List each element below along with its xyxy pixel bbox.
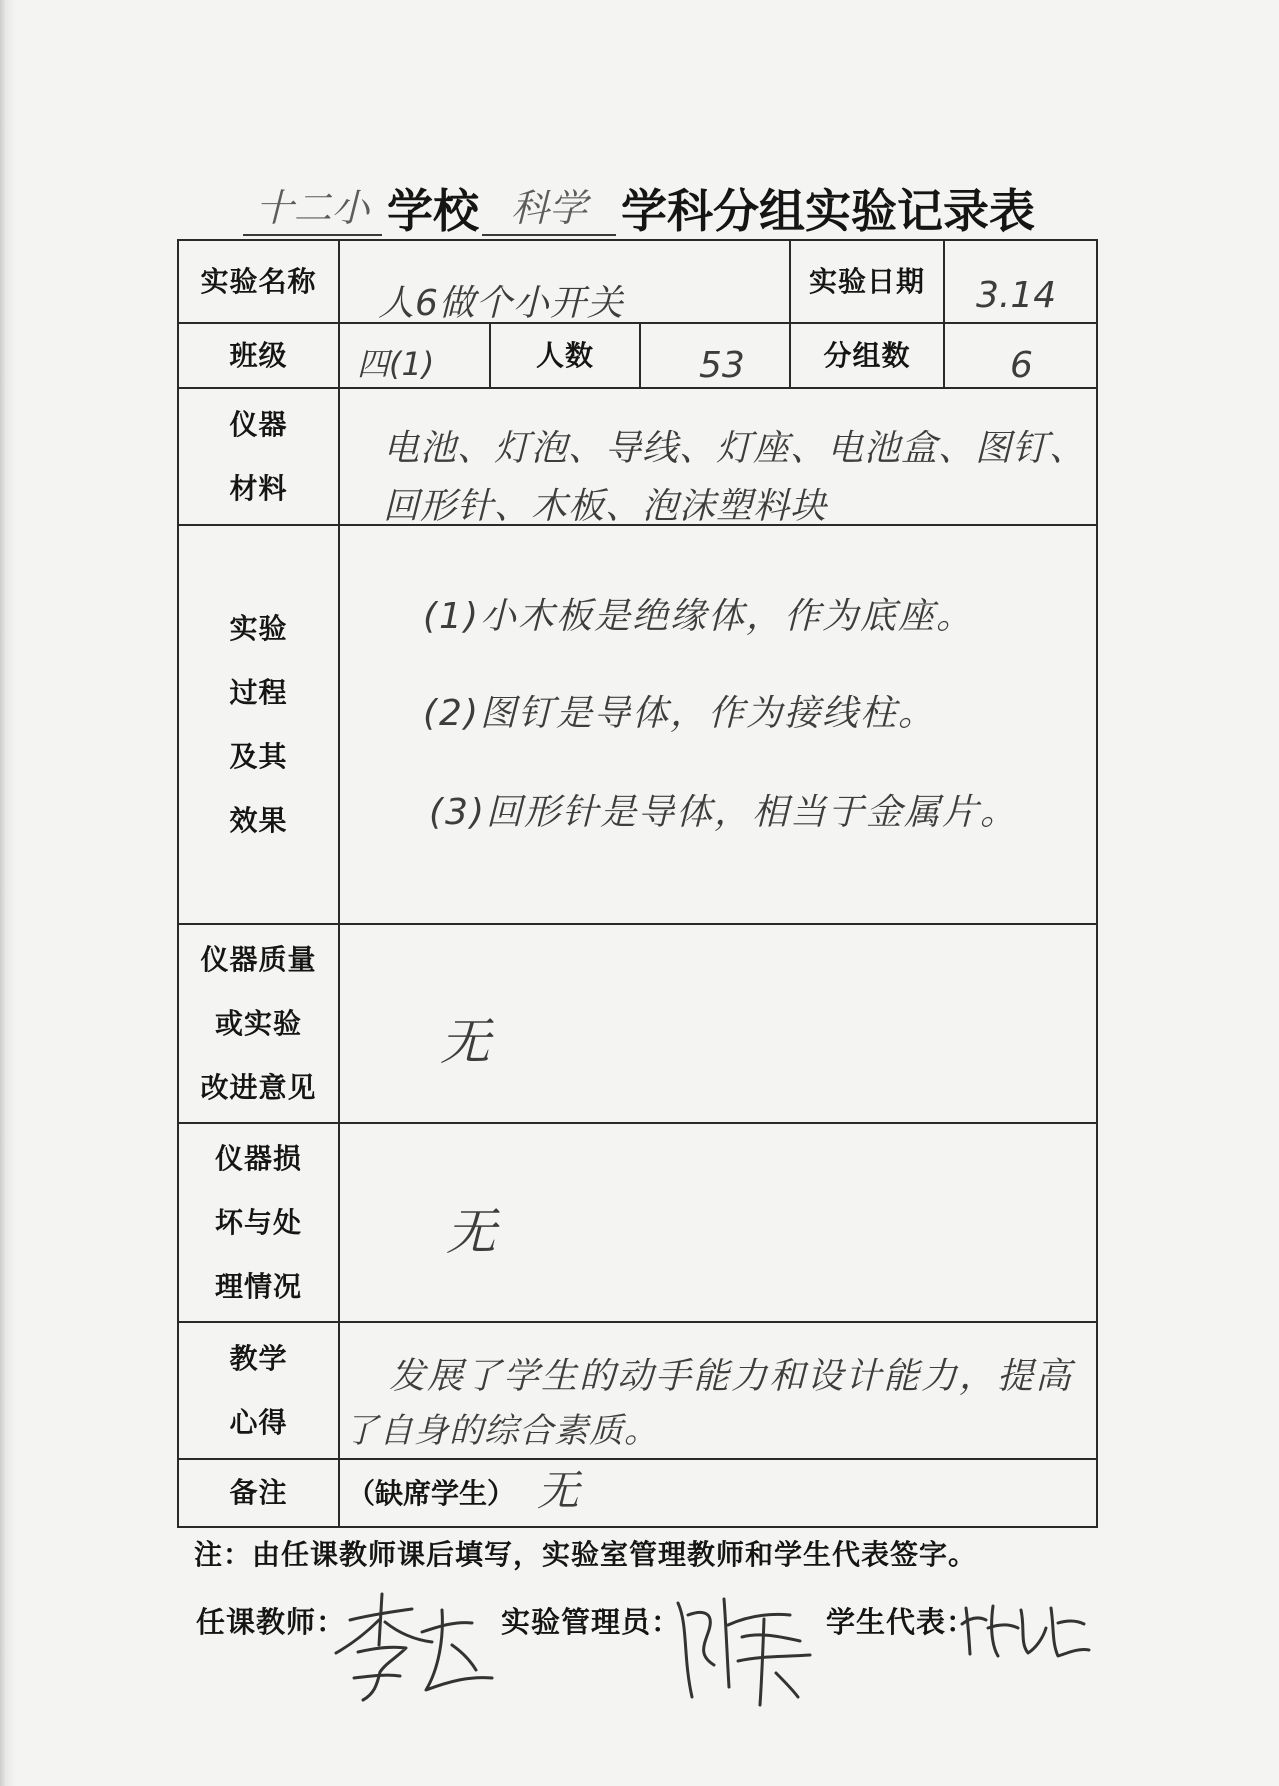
subject-fill-line: [482, 182, 616, 236]
row-suggestions: [178, 924, 1097, 1123]
materials-line: 电池、灯泡、导线、灯座、电池盒、图钉、: [383, 428, 1087, 469]
class-cell: [339, 323, 490, 388]
label-damage: 仪器损 坏与处 理情况: [178, 1123, 339, 1322]
teacher-signature: [330, 1590, 500, 1705]
student-signature-label: 学生代表：: [826, 1607, 977, 1639]
label-student-count: 人数: [490, 323, 640, 388]
label-class: 班级: [178, 323, 339, 388]
footer-note: 注：由任课教师课后填写，实验室管理教师和学生代表签字。: [194, 1539, 978, 1570]
label-materials: 仪器 材料: [178, 388, 339, 525]
process-step: (1)小木板是绝缘体，作为底座。: [423, 596, 974, 637]
admin-signature: [668, 1585, 818, 1710]
record-table: [177, 239, 1098, 1528]
suggestions-value: 无: [440, 1013, 490, 1071]
process-step: (3)回形针是导体，相当于金属片。: [429, 792, 1018, 833]
label-experiment-name: 实验名称: [178, 240, 339, 323]
reflection-cell: [339, 1322, 1097, 1459]
label-group-count: 分组数: [790, 323, 944, 388]
title-school-label: 学校: [387, 185, 479, 237]
remarks-cell: [339, 1459, 1097, 1527]
experiment-name-cell: [339, 240, 790, 323]
page-title: 学科分组实验记录表: [621, 185, 1035, 237]
row-experiment-name: [178, 240, 1097, 323]
reflection-line: 发展了学生的动手能力和设计能力，提高: [389, 1356, 1074, 1397]
label-suggestions: 仪器质量 或实验 改进意见: [178, 924, 339, 1123]
teacher-signature-label: 任课教师：: [196, 1607, 347, 1639]
group-count-value: 6: [1010, 345, 1033, 386]
experiment-date-value: 3.14: [976, 275, 1057, 316]
school-name-handwritten: 十二小: [255, 186, 370, 230]
admin-signature-label: 实验管理员：: [501, 1607, 682, 1639]
subject-handwritten: 科学: [510, 186, 587, 230]
absent-students-label: （缺席学生）: [347, 1478, 516, 1509]
student-count-cell: [640, 323, 790, 388]
suggestions-cell: [339, 924, 1097, 1123]
label-remarks: 备注: [178, 1459, 339, 1527]
row-process: [178, 525, 1097, 924]
label-experiment-date: 实验日期: [790, 240, 944, 323]
student-signature: [958, 1598, 1093, 1663]
group-count-cell: [944, 323, 1097, 388]
absent-students-value: 无: [537, 1466, 580, 1515]
label-process: 实验 过程 及其 效果: [178, 525, 339, 924]
student-count-value: 53: [699, 345, 745, 386]
row-class-info: [178, 323, 1097, 388]
experiment-date-cell: [944, 240, 1097, 323]
damage-value: 无: [446, 1203, 496, 1261]
row-remarks: [178, 1459, 1097, 1527]
row-reflection: [178, 1322, 1097, 1459]
materials-cell: [339, 388, 1097, 525]
process-cell: [339, 525, 1097, 924]
reflection-line: 了自身的综合素质。: [344, 1411, 659, 1451]
row-materials: [178, 388, 1097, 525]
school-fill-line: [243, 182, 382, 236]
class-value: 四(1): [357, 345, 435, 383]
process-step: (2)图钉是导体，作为接线柱。: [423, 693, 936, 734]
experiment-name-value: 人6做个小开关: [378, 283, 624, 324]
row-damage: [178, 1123, 1097, 1322]
label-reflection: 教学 心得: [178, 1322, 339, 1459]
damage-cell: [339, 1123, 1097, 1322]
materials-line: 回形针、木板、泡沫塑料块: [383, 486, 828, 527]
